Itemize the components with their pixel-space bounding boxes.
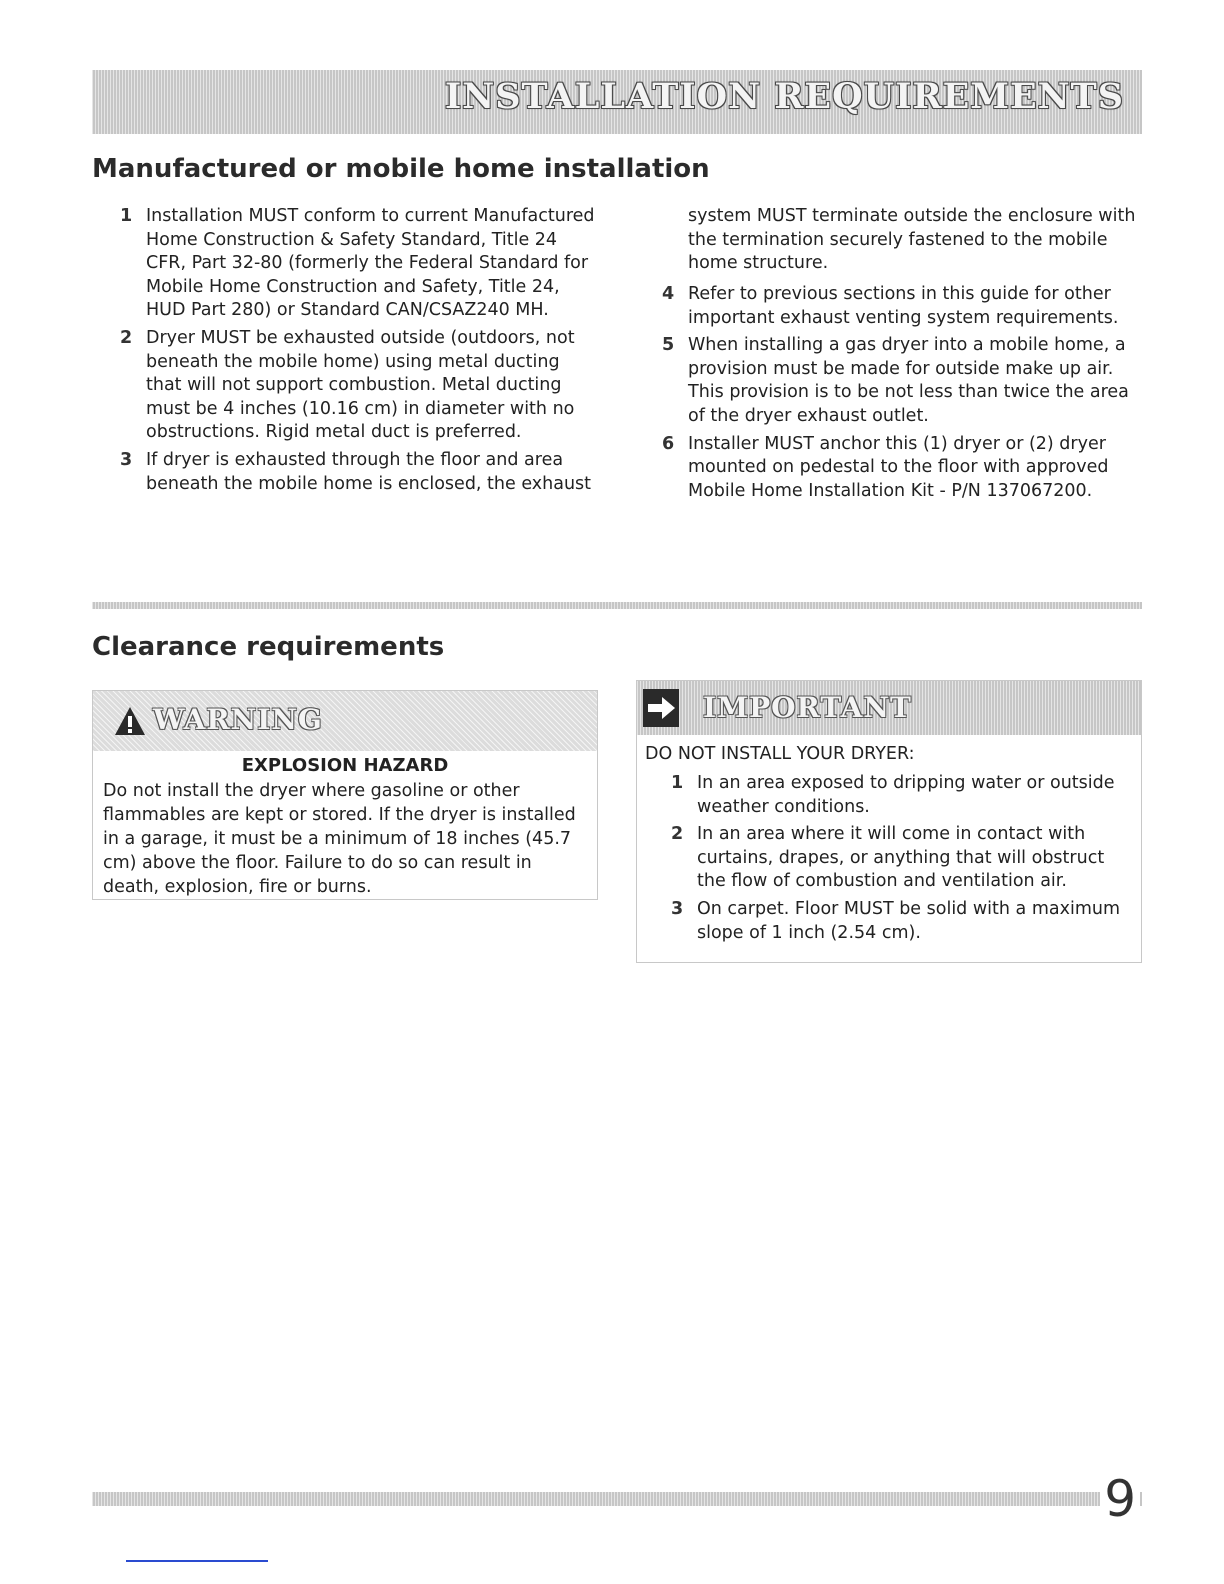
- warning-header: [93, 691, 597, 751]
- list-item: [110, 327, 600, 445]
- footer-band: [92, 1492, 1142, 1506]
- item-number: 3: [671, 898, 684, 919]
- header-band: [92, 70, 1142, 134]
- list-item: [652, 283, 1142, 330]
- item-number: 1: [120, 206, 133, 226]
- warning-box: [92, 690, 598, 900]
- important-label: IMPORTANT: [703, 691, 912, 724]
- item-text: In an area where it will come in contact with curtains, drapes, or anything that will obstruct the flow of combustion and ventilation air.: [697, 824, 1105, 892]
- important-list: [661, 772, 1131, 949]
- warning-body: Do not install the dryer where gasoline or other flammables are kept or stored. If the dryer is installed in a garage, it must be a minimum of 18 inches (45.7 cm) above the floor. Failure to do so can result in death, explosion, fire or burns.: [103, 781, 576, 897]
- important-header: [637, 681, 1141, 735]
- list-item: [110, 205, 600, 323]
- important-lead: DO NOT INSTALL YOUR DRYER:: [645, 744, 915, 764]
- mobile-list-left: [110, 205, 600, 500]
- page-number: 9: [1100, 1470, 1140, 1528]
- item-text: Installer MUST anchor this (1) dryer or (2) dryer mounted on pedestal to the floor with approved Mobile Home Installation Kit - P/N 137067200.: [688, 433, 1109, 501]
- item-number: 5: [662, 335, 675, 356]
- footer-rule: [126, 1560, 268, 1562]
- page-title: INSTALLATION REQUIREMENTS: [444, 76, 1124, 117]
- list-item: [652, 334, 1142, 428]
- warning-label: WARNING: [153, 703, 323, 736]
- item-text: If dryer is exhausted through the floor and area beneath the mobile home is enclosed, the exhaust: [146, 449, 592, 494]
- item-text: Refer to previous sections in this guide for other important exhaust venting system requirements.: [688, 284, 1119, 328]
- item-text: Installation MUST conform to current Manufactured Home Construction & Safety Standard, Title 24 CFR, Part 32-80 (formerly the Federal Standard for Mobile Home Construction and Safety, Title 24, HUD Part 280) or Standard CAN/CSAZ240 MH.: [146, 206, 595, 321]
- list-item: [661, 772, 1131, 819]
- warning-triangle-icon: [113, 705, 147, 737]
- item-text: On carpet. Floor MUST be solid with a maximum slope of 1 inch (2.54 cm).: [697, 898, 1121, 943]
- item-number: 4: [662, 284, 675, 304]
- item-number: 3: [120, 449, 133, 470]
- list-item: [661, 823, 1131, 894]
- item-number: 1: [671, 773, 684, 793]
- section-divider: [92, 602, 1142, 609]
- item-3-continued: system MUST terminate outside the enclosure with the termination securely fastened to the mobile home structure.: [688, 206, 1136, 274]
- mobile-list-right: [652, 283, 1142, 507]
- item-text: In an area exposed to dripping water or outside weather conditions.: [697, 773, 1115, 817]
- mobile-section-title: Manufactured or mobile home installation: [92, 154, 710, 184]
- item-number: 2: [120, 327, 133, 348]
- item-number: 2: [671, 824, 684, 845]
- list-item: [652, 433, 1142, 504]
- list-item: [110, 449, 600, 496]
- important-box: [636, 680, 1142, 963]
- item-text: Dryer MUST be exhausted outside (outdoors, not beneath the mobile home) using metal ducting that will not support combustion. Metal ducting must be 4 inches (10.16 cm) in diameter with no obstructions. Rigid metal duct is preferred.: [146, 327, 575, 443]
- arrow-right-icon: [643, 689, 679, 727]
- item-number: 6: [662, 433, 675, 454]
- clearance-section-title: Clearance requirements: [92, 632, 445, 662]
- hazard-title: EXPLOSION HAZARD: [241, 755, 449, 776]
- list-item: [661, 898, 1131, 945]
- item-text: When installing a gas dryer into a mobile home, a provision must be made for outside make up air. This provision is to be not less than twice the area of the dryer exhaust outlet.: [688, 335, 1129, 426]
